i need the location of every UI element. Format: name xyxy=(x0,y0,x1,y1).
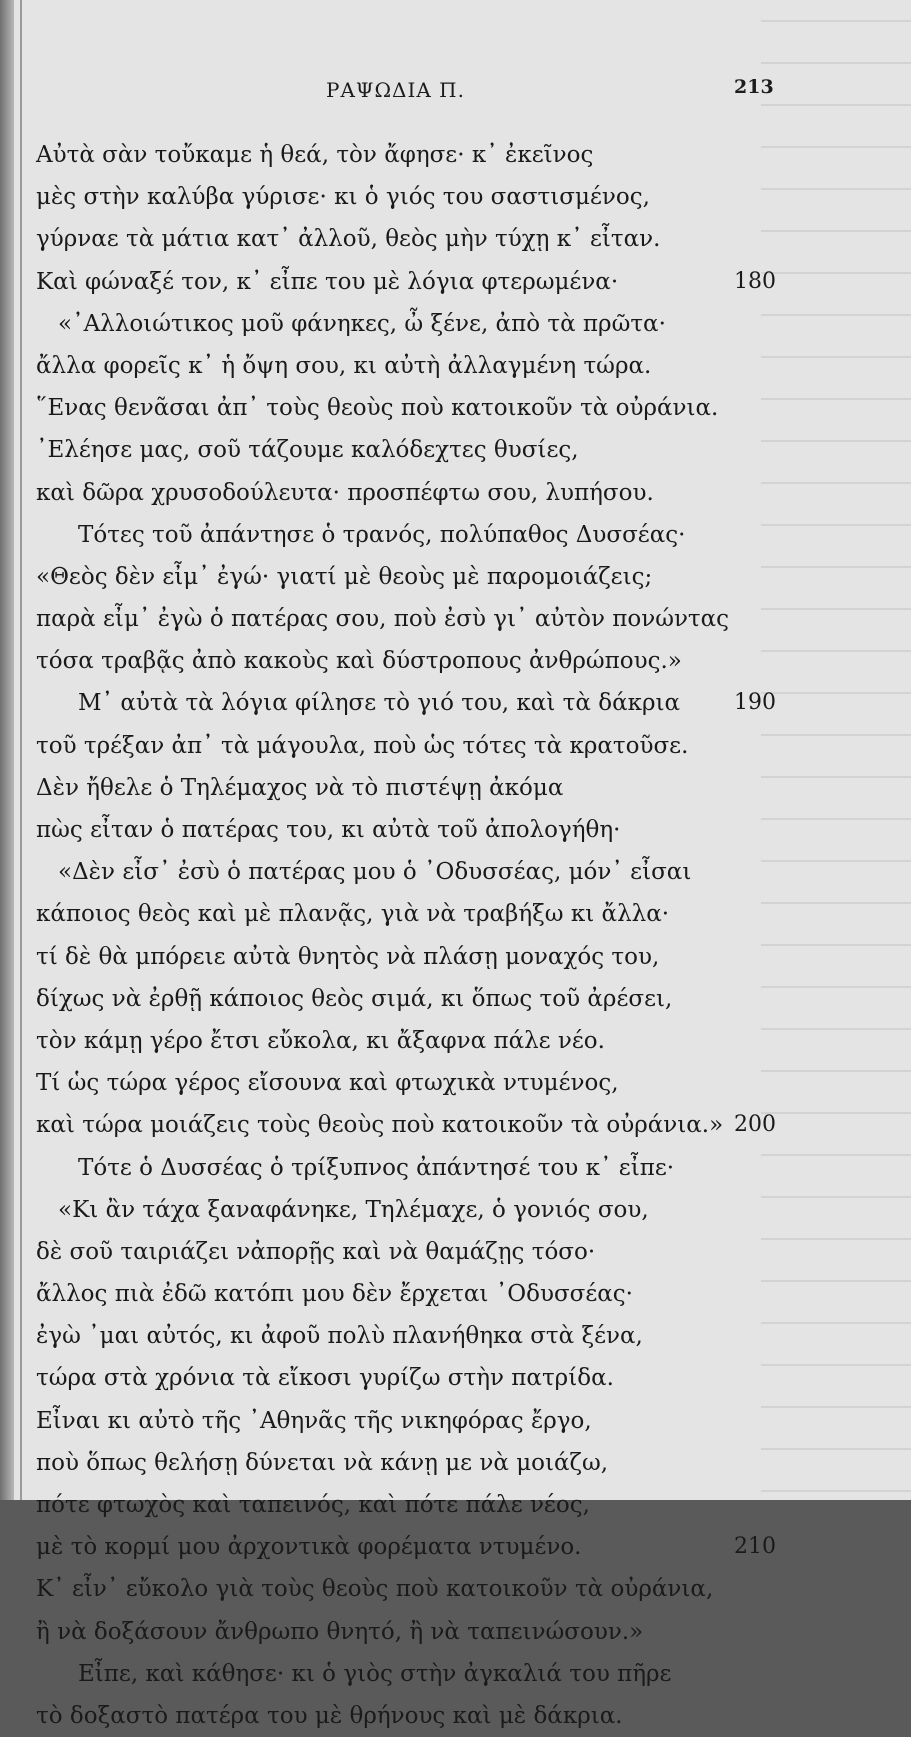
verse-line xyxy=(0,556,911,598)
verse-line xyxy=(0,345,911,387)
verse-line xyxy=(0,1104,911,1146)
verse-text: μὲ τὸ κορμί μου ἀρχοντικὰ φορέματα ντυμένο. xyxy=(36,1534,582,1561)
verse-text: «Κι ἂν τάχα ξαναφάνηκε, Τηλέμαχε, ὁ γονιός σου, xyxy=(58,1196,649,1223)
line-number: 210 xyxy=(734,1534,776,1560)
verse-line xyxy=(0,640,911,682)
verse-text: Τότες τοῦ ἀπάντησε ὁ τρανός, πολύπαθος Δυσσέας· xyxy=(78,521,686,548)
verse-text: δὲ σοῦ ταιριάζει νἀπορῇς καὶ νὰ θαμάζῃς τόσο· xyxy=(36,1238,596,1265)
verse-text: καὶ δῶρα χρυσοδούλευτα· προσπέφτω σου, λυπήσου. xyxy=(36,479,654,506)
verse-line xyxy=(0,176,911,218)
verse-line xyxy=(0,1653,911,1695)
verse-line xyxy=(0,978,911,1020)
verse-text: ἄλλα φορεῖς κ᾽ ἡ ὄψη σου, κι αὐτὴ ἀλλαγμένη τώρα. xyxy=(36,352,652,379)
verse-line xyxy=(0,1315,911,1357)
verse-text: Καὶ φώναξέ τον, κ᾽ εἶπε του μὲ λόγια φτερωμένα· xyxy=(36,268,619,295)
verse-line xyxy=(0,1568,911,1610)
verse-line xyxy=(0,1611,911,1653)
verse-text: Τότε ὁ Δυσσέας ὁ τρίξυπνος ἀπάντησέ του κ᾽ εἶπε· xyxy=(78,1154,675,1181)
verse-line xyxy=(0,1526,911,1568)
verse-text: Τί ὡς τώρα γέρος εἴσουνα καὶ φτωχικὰ ντυμένος, xyxy=(36,1070,619,1097)
verse-line xyxy=(0,261,911,303)
verse-text: πὼς εἶταν ὁ πατέρας του, κι αὐτὰ τοῦ ἀπολογήθη· xyxy=(36,817,621,843)
verse-text: ᾽Ελέησε μας, σοῦ τάζουμε καλόδεχτες θυσίες, xyxy=(36,437,579,464)
verse-block xyxy=(0,134,911,1737)
verse-line xyxy=(0,134,911,176)
verse-line xyxy=(0,767,911,809)
verse-text: Εἶπε, καὶ κάθησε· κι ὁ γιὸς στὴν ἀγκαλιά του πῆρε xyxy=(78,1660,672,1687)
verse-line xyxy=(0,936,911,978)
line-number: 190 xyxy=(734,690,776,716)
page-number: 213 xyxy=(734,76,774,98)
line-number: 180 xyxy=(734,268,776,294)
verse-text: τὸ δοξαστὸ πατέρα του μὲ θρήνους καὶ μὲ δάκρια. xyxy=(36,1702,623,1729)
verse-line xyxy=(0,725,911,767)
verse-text: Δὲν ἤθελε ὁ Τηλέμαχος νὰ τὸ πιστέψῃ ἀκόμα xyxy=(36,774,564,801)
verse-text: ποὺ ὅπως θελήσῃ δύνεται νὰ κάνῃ με νὰ μοιάζω, xyxy=(36,1449,609,1476)
verse-text: τί δὲ θὰ μπόρειε αὐτὰ θνητὸς νὰ πλάσῃ μοναχός του, xyxy=(36,943,660,970)
verse-line xyxy=(0,1231,911,1273)
verse-text: μὲς στὴν καλύβα γύρισε· κι ὁ γιός του σαστισμένος, xyxy=(36,184,650,211)
verse-line xyxy=(0,303,911,345)
verse-line xyxy=(0,893,911,935)
verse-text: κάποιος θεὸς καὶ μὲ πλανᾷς, γιὰ νὰ τραβήξω κι ἄλλα· xyxy=(36,901,670,928)
verse-text: Εἶναι κι αὐτὸ τῆς ᾽Αθηνᾶς τῆς νικηφόρας ἔργο, xyxy=(36,1407,592,1434)
verse-text: ῞Ενας θενᾶσαι ἀπ᾽ τοὺς θεοὺς ποὺ κατοικοῦν τὰ οὐράνια. xyxy=(36,395,719,422)
verse-line xyxy=(0,387,911,429)
verse-line xyxy=(0,1062,911,1104)
verse-text: Μ᾽ αὐτὰ τὰ λόγια φίλησε τὸ γιό του, καὶ τὰ δάκρια xyxy=(78,690,681,717)
verse-text: ἢ νὰ δοξάσουν ἄνθρωπο θνητό, ἢ νὰ ταπεινώσουν.» xyxy=(36,1618,644,1645)
verse-line xyxy=(0,1020,911,1062)
verse-text: τὸν κάμῃ γέρο ἔτσι εὔκολα, κι ἄξαφνα πάλε νέο. xyxy=(36,1027,605,1054)
verse-text: τώρα στὰ χρόνια τὰ εἴκοσι γυρίζω στὴν πατρίδα. xyxy=(36,1365,614,1392)
verse-text: πότε φτωχὸς καὶ ταπεινός, καὶ πότε πάλε νέος, xyxy=(36,1492,590,1518)
verse-text: «᾽Αλλοιώτικος μοῦ φάνηκες, ὦ ξένε, ἀπὸ τὰ πρῶτα· xyxy=(58,310,666,337)
verse-line xyxy=(0,429,911,471)
verse-text: γύρναε τὰ μάτια κατ᾽ ἀλλοῦ, θεὸς μὴν τύχῃ κ᾽ εἶταν. xyxy=(36,226,661,253)
verse-text: παρὰ εἶμ᾽ ἐγὼ ὁ πατέρας σου, ποὺ ἐσὺ γι᾽ αὐτὸν πονώντας xyxy=(36,606,730,633)
verse-text: Αὐτὰ σὰν τοὔκαμε ἡ θεά, τὸν ἄφησε· κ᾽ ἐκεῖνος xyxy=(36,142,594,168)
running-title: ΡΑΨΩΔΙΑ Π. xyxy=(326,78,465,102)
verse-text: τόσα τραβᾷς ἀπὸ κακοὺς καὶ δύστροπους ἀνθρώπους.» xyxy=(36,648,682,675)
verse-text: τοῦ τρέξαν ἀπ᾽ τὰ μάγουλα, ποὺ ὡς τότες τὰ κρατοῦσε. xyxy=(36,732,689,759)
verse-text: καὶ τώρα μοιάζεις τοὺς θεοὺς ποὺ κατοικοῦν τὰ οὐράνια.» xyxy=(36,1112,724,1139)
verse-line xyxy=(0,1400,911,1442)
verse-line xyxy=(0,1442,911,1484)
verse-text: «Δὲν εἶσ᾽ ἐσὺ ὁ πατέρας μου ὁ ᾽Οδυσσέας, μόν᾽ εἶσαι xyxy=(58,859,692,886)
verse-line xyxy=(0,1273,911,1315)
verse-line xyxy=(0,682,911,724)
line-number: 200 xyxy=(734,1112,776,1138)
verse-line xyxy=(0,1357,911,1399)
verse-line xyxy=(0,851,911,893)
verse-line xyxy=(0,1189,911,1231)
verse-line xyxy=(0,1147,911,1189)
verse-line xyxy=(0,218,911,260)
verse-text: δίχως νὰ ἐρθῇ κάποιος θεὸς σιμά, κι ὅπως τοῦ ἀρέσει, xyxy=(36,985,673,1012)
verse-line xyxy=(0,1695,911,1737)
verse-text: ἄλλος πιὰ ἐδῶ κατόπι μου δὲν ἔρχεται ᾽Οδυσσέας· xyxy=(36,1281,633,1308)
verse-line xyxy=(0,472,911,514)
verse-text: Κ᾽ εἶν᾽ εὔκολο γιὰ τοὺς θεοὺς ποὺ κατοικοῦν τὰ οὐράνια, xyxy=(36,1576,714,1603)
verse-line xyxy=(0,514,911,556)
verse-line xyxy=(0,598,911,640)
page-header xyxy=(0,72,911,108)
verse-line xyxy=(0,1484,911,1526)
verse-line xyxy=(0,809,911,851)
verse-text: ἐγὼ ᾽μαι αὐτός, κι ἀφοῦ πολὺ πλανήθηκα στὰ ξένα, xyxy=(36,1323,643,1350)
verse-text: «Θεὸς δὲν εἶμ᾽ ἐγώ· γιατί μὲ θεοὺς μὲ παρομοιάζεις; xyxy=(36,563,653,590)
